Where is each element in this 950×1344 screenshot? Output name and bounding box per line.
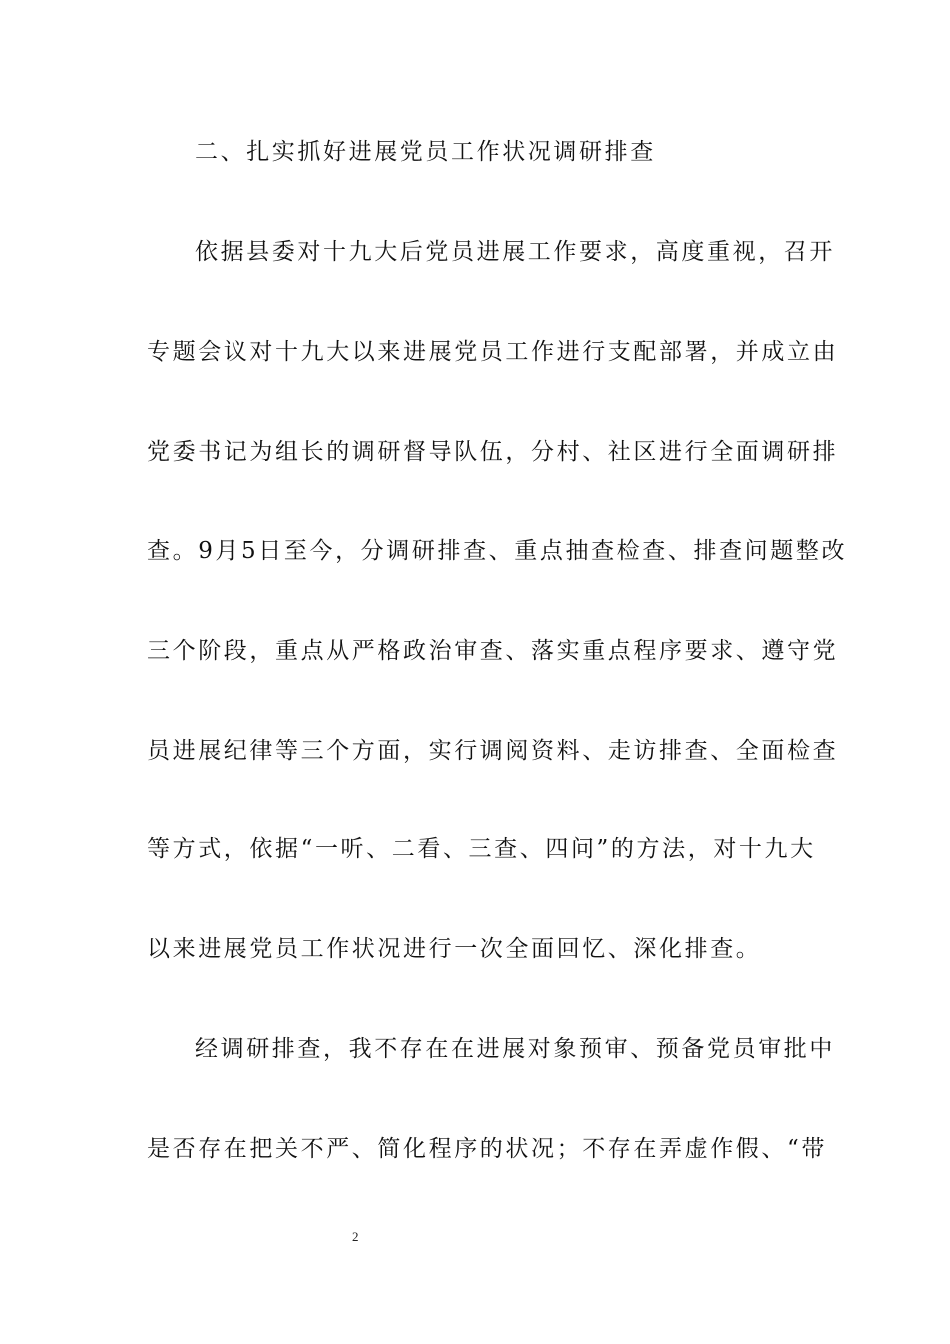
paragraph-line: 经调研排查，我不存在在进展对象预审、预备党员审批中 xyxy=(195,1036,835,1062)
paragraph-line: 是否存在把关不严、简化程序的状况；不存在弄虚作假、“带 xyxy=(147,1136,827,1162)
paragraph-line: 查。9月5日至今，分调研排查、重点抽查检查、排查问题整改 xyxy=(147,538,848,564)
section-heading: 二、扎实抓好进展党员工作状况调研排查 xyxy=(195,139,656,165)
paragraph-line: 专题会议对十九大以来进展党员工作进行支配部署，并成立由 xyxy=(147,339,839,365)
paragraph-line: 三个阶段，重点从严格政治审查、落实重点程序要求、遵守党 xyxy=(147,638,839,664)
paragraph-line: 党委书记为组长的调研督导队伍，分村、社区进行全面调研排 xyxy=(147,439,839,465)
paragraph-line: 员进展纪律等三个方面，实行调阅资料、走访排查、全面检查 xyxy=(147,738,839,764)
paragraph-line: 以来进展党员工作状况进行一次全面回忆、深化排查。 xyxy=(147,936,762,962)
page-number: 2 xyxy=(352,1229,359,1244)
paragraph-line: 依据县委对十九大后党员进展工作要求，高度重视，召开 xyxy=(195,239,835,265)
paragraph-line: 等方式，依据“一听、二看、三查、四问”的方法，对十九大 xyxy=(147,836,816,862)
